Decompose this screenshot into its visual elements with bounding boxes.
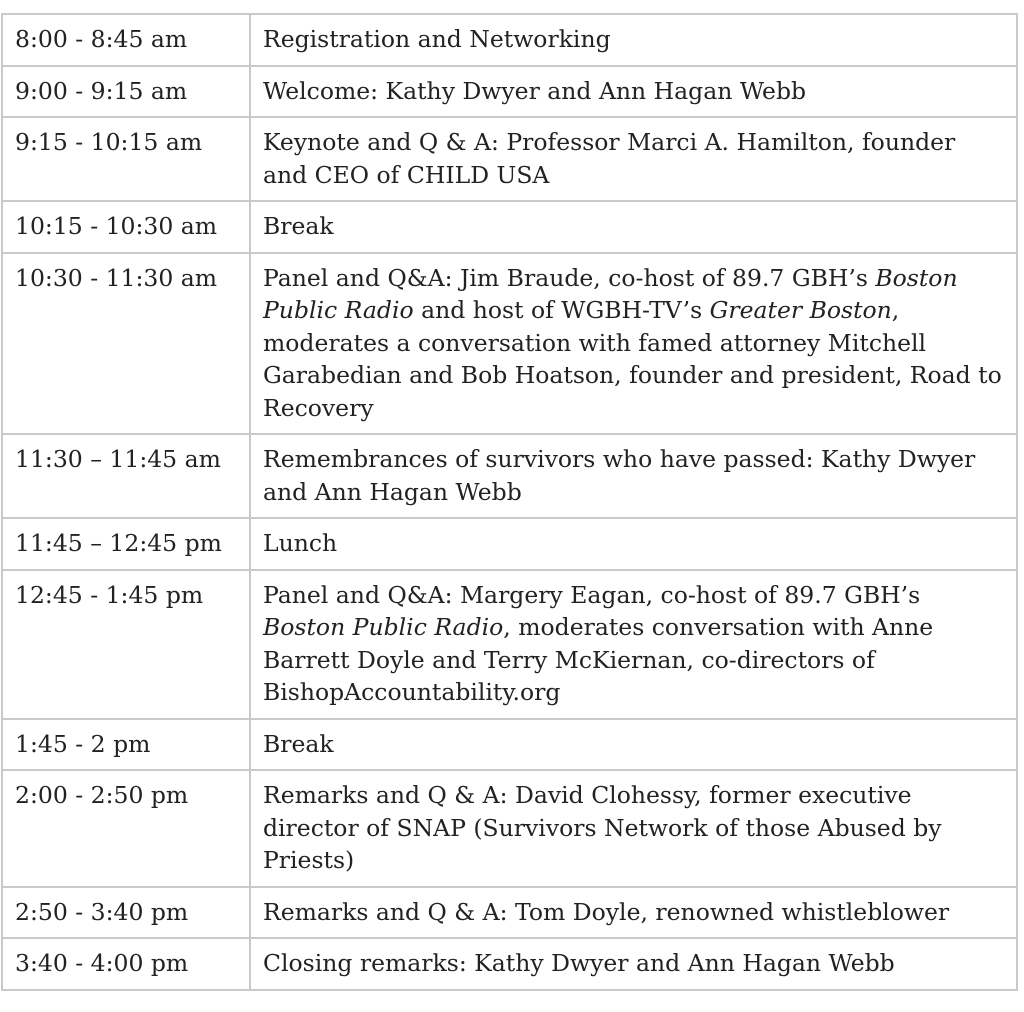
time-cell: 11:45 – 12:45 pm: [2, 518, 250, 570]
schedule-row: [2, 117, 1017, 201]
description-text: , moderates conversation with Anne Barrett Doyle and Terry McKiernan, co-directors of BishopAccountability.org: [263, 613, 934, 706]
description-cell: [250, 770, 1017, 887]
schedule-row: [2, 253, 1017, 435]
description-cell: [250, 719, 1017, 771]
description-cell: [250, 14, 1017, 66]
program-title: Greater Boston: [709, 296, 892, 324]
description-cell: [250, 66, 1017, 118]
schedule-row: [2, 66, 1017, 118]
time-cell: 11:30 – 11:45 am: [2, 434, 250, 518]
schedule-row: [2, 887, 1017, 939]
schedule-table: [1, 13, 1018, 991]
time-cell: 10:30 - 11:30 am: [2, 253, 250, 435]
description-text: Registration and Networking: [263, 25, 611, 53]
description-cell: [250, 570, 1017, 719]
time-cell: 1:45 - 2 pm: [2, 719, 250, 771]
description-text: Remarks and Q & A: Tom Doyle, renowned whistleblower: [263, 897, 950, 926]
description-cell: [250, 518, 1017, 570]
time-cell: 2:50 - 3:40 pm: [2, 887, 250, 939]
description-text: Panel and Q&A: Margery Eagan, co-host of 89.7 GBH’s: [263, 580, 921, 609]
time-cell: 3:40 - 4:00 pm: [2, 938, 250, 990]
schedule-row: [2, 570, 1017, 719]
program-title: Boston Public Radio: [263, 613, 504, 641]
schedule-row: [2, 434, 1017, 518]
program-title: Boston Public Radio: [263, 263, 958, 324]
description-text: Remembrances of survivors who have passed: Kathy Dwyer and Ann Hagan Webb: [263, 445, 976, 506]
description-text: and host of WGBH-TV’s: [413, 296, 710, 324]
time-cell: 8:00 - 8:45 am: [2, 14, 250, 66]
description-text: Closing remarks: Kathy Dwyer and Ann Hagan Webb: [263, 949, 895, 977]
description-text: Break: [263, 212, 334, 240]
time-cell: 2:00 - 2:50 pm: [2, 770, 250, 887]
schedule-row: [2, 770, 1017, 887]
description-text: Break: [263, 729, 334, 758]
description-cell: [250, 938, 1017, 990]
schedule-row: [2, 719, 1017, 771]
description-text: Panel and Q&A: Jim Braude, co-host of 89.7 GBH’s: [263, 263, 876, 292]
schedule-row: [2, 518, 1017, 570]
description-cell: [250, 117, 1017, 201]
schedule-row: [2, 938, 1017, 990]
time-cell: 12:45 - 1:45 pm: [2, 570, 250, 719]
description-cell: [250, 253, 1017, 435]
time-cell: 9:00 - 9:15 am: [2, 66, 250, 118]
description-text: , moderates a conversation with famed attorney Mitchell Garabedian and Bob Hoatson, founder and president, Road to Recovery: [263, 296, 1002, 422]
description-cell: [250, 887, 1017, 939]
schedule-row: [2, 14, 1017, 66]
description-text: Keynote and Q & A: Professor Marci A. Hamilton, founder and CEO of CHILD USA: [263, 128, 956, 189]
time-cell: 10:15 - 10:30 am: [2, 201, 250, 253]
time-cell: 9:15 - 10:15 am: [2, 117, 250, 201]
description-text: Remarks and Q & A: David Clohessy, former executive director of SNAP (Survivors Network of those Abused by Priests): [263, 781, 942, 874]
description-text: Lunch: [263, 529, 338, 557]
schedule-row: [2, 201, 1017, 253]
description-text: Welcome: Kathy Dwyer and Ann Hagan Webb: [263, 76, 807, 105]
description-cell: [250, 201, 1017, 253]
description-cell: [250, 434, 1017, 518]
